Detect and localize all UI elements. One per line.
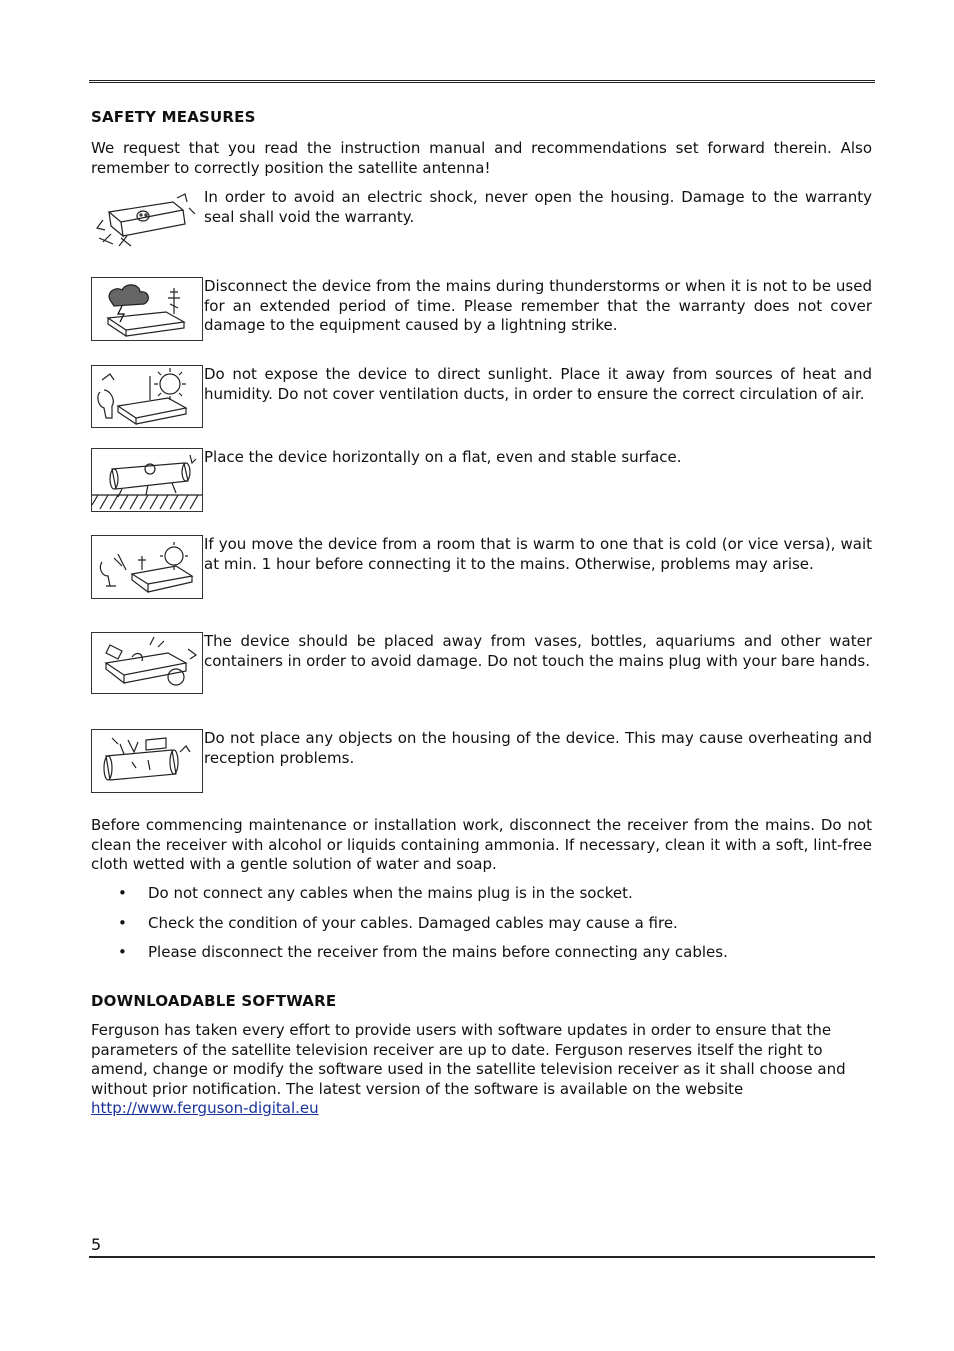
- water-containers-icon: [91, 632, 203, 694]
- page-number: 5: [91, 1235, 102, 1254]
- software-heading: DOWNLOADABLE SOFTWARE: [91, 992, 337, 1010]
- safety-item-text: In order to avoid an electric shock, never open the housing. Damage to the warranty seal shall void the warranty.: [204, 188, 872, 226]
- website-link[interactable]: http://www.ferguson-digital.eu: [91, 1099, 319, 1117]
- opened-housing-warning-icon: [91, 190, 203, 250]
- flat-surface-icon: [91, 448, 203, 512]
- lightning-storm-icon: [91, 277, 203, 341]
- safety-item-text: The device should be placed away from vases, bottles, aquariums and other water containers in order to avoid damage. Do not touch the mains plug with your bare hands.: [204, 632, 872, 670]
- footer-rule: [89, 1256, 875, 1258]
- safety-item-text: Do not expose the device to direct sunlight. Place it away from sources of heat and humidity. Do not cover ventilation ducts, in order to ensure the correct circulation of air.: [204, 365, 872, 403]
- safety-item-text: Place the device horizontally on a flat, even and stable surface.: [204, 448, 682, 466]
- safety-item-text: Do not place any objects on the housing of the device. This may cause overheating and reception problems.: [204, 729, 872, 767]
- list-item: • Do not connect any cables when the mains plug is in the socket.: [91, 884, 872, 904]
- safety-bullet-list: [91, 884, 872, 973]
- list-item: • Please disconnect the receiver from the mains before connecting any cables.: [91, 943, 872, 963]
- temperature-change-icon: [91, 535, 203, 599]
- safety-heading: SAFETY MEASURES: [91, 108, 256, 126]
- sunlight-heat-icon: [91, 365, 203, 428]
- objects-on-housing-icon: [91, 729, 203, 793]
- software-paragraph: [91, 1021, 872, 1119]
- safety-item-text: Disconnect the device from the mains during thunderstorms or when it is not to be used for an extended period of time. Please remember that the warranty does not cover damage to the equipment caused by a lightning strike.: [204, 277, 872, 334]
- page-content: [91, 108, 872, 1117]
- list-item: • Check the condition of your cables. Damaged cables may cause a fire.: [91, 914, 872, 934]
- safety-item-text: If you move the device from a room that is warm to one that is cold (or vice versa), wait at min. 1 hour before connecting it to the mains. Otherwise, problems may arise.: [204, 535, 872, 573]
- header-rule: [89, 80, 875, 83]
- software-text: Ferguson has taken every effort to provide users with software updates in order to ensure that the parameters of the satellite television receiver are up to date. Ferguson reserves itself the right to amend, change or modify the software used in the satellite television receiver as it shall choose and without prior notification. The latest version of the software is available on the website: [91, 1021, 846, 1098]
- safety-intro: We request that you read the instruction manual and recommendations set forward therein. Also remember to correctly position the satellite antenna!: [91, 139, 872, 177]
- maintenance-paragraph: Before commencing maintenance or installation work, disconnect the receiver from the mains. Do not clean the receiver with alcohol or liquids containing ammonia. If necessary, clean it with a soft, lint-free cloth wetted with a gentle solution of water and soap.: [91, 816, 872, 873]
